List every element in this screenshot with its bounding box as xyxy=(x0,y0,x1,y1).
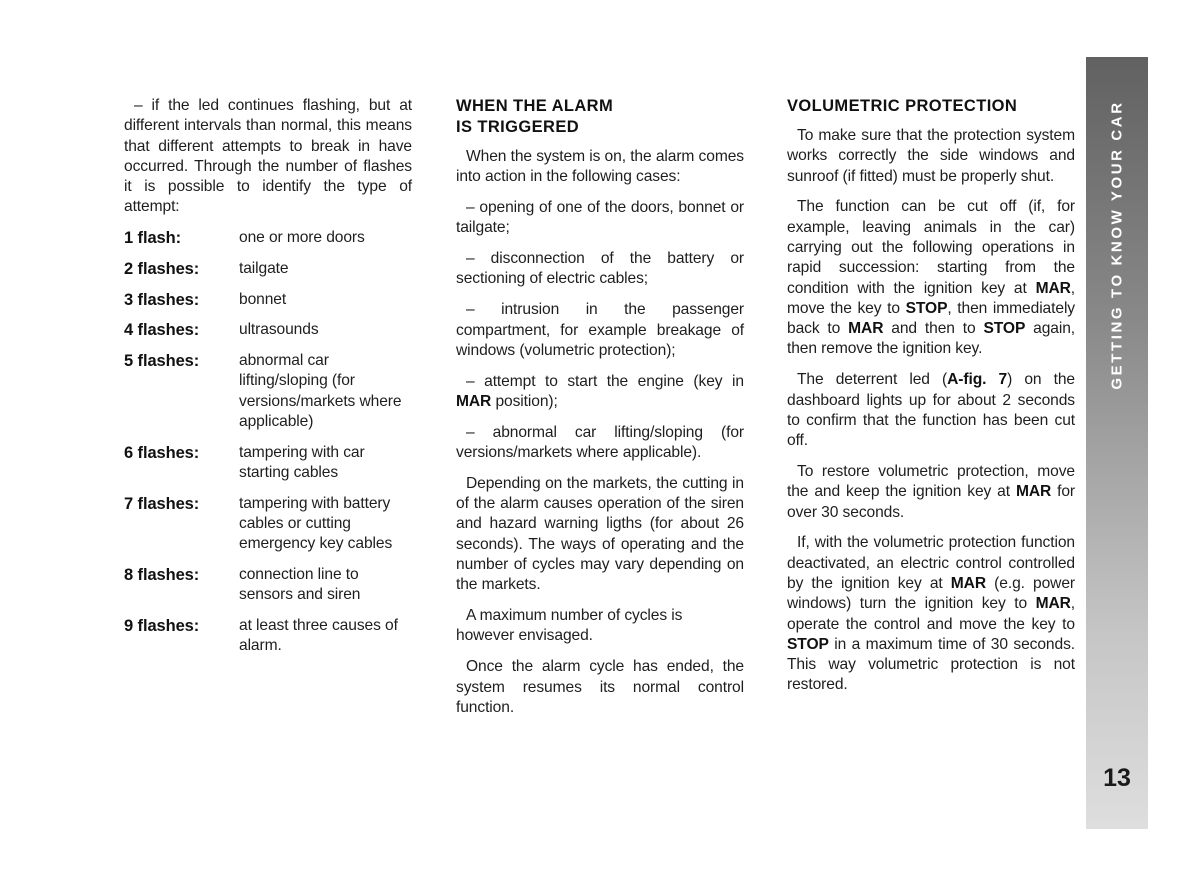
key-stop: STOP xyxy=(787,635,829,653)
text-run: again, then remove the ignition key. xyxy=(787,320,1076,358)
paragraph: A maximum number of cycles is however envisaged. xyxy=(456,607,683,645)
text-run: (e.g. power windows) turn the ignition key to xyxy=(787,574,1075,613)
text-run: , then immediately back to xyxy=(787,299,1075,338)
text-run: To restore volumetric protection, move the and keep the ignition key at xyxy=(787,462,1075,501)
text-run: , move the key to xyxy=(787,279,1076,317)
paragraph: Once the alarm cycle has ended, the system resumes its normal control function. xyxy=(456,658,744,716)
flash-description: ultrasounds xyxy=(239,321,319,339)
text-run: in a maximum time of 30 seconds. This way volumetric protection is not restored. xyxy=(787,635,1076,694)
text-run: If, with the volumetric protection function deactivated, an electric control controlled by the ignition key at xyxy=(787,534,1075,592)
key-stop: STOP xyxy=(983,320,1026,338)
flash-description: one or more doors xyxy=(239,229,365,247)
flash-row-2 xyxy=(124,259,412,279)
flash-label: 1 flash: xyxy=(124,229,181,248)
paragraph: – abnormal car lifting/sloping (for versions/markets where applicable). xyxy=(456,423,744,462)
flash-label: 4 flashes: xyxy=(124,321,200,340)
text-run: position); xyxy=(495,392,558,410)
flash-row-9 xyxy=(124,616,412,657)
flash-label: 8 flashes: xyxy=(124,565,200,584)
column-volumetric-protection xyxy=(787,96,1075,706)
text-run: – attempt to start the engine (key in xyxy=(466,372,744,390)
paragraph: – opening of one of the doors, bonnet or tailgate; xyxy=(456,199,744,237)
flash-row-8 xyxy=(124,565,412,606)
section-heading xyxy=(456,96,744,138)
key-mar: MAR xyxy=(1035,279,1071,297)
flash-row-5 xyxy=(124,351,412,432)
heading-line-1: WHEN THE ALARM xyxy=(456,97,614,115)
flash-label: 2 flashes: xyxy=(124,259,200,278)
text-run: ) on the dashboard lights up for about 2 seconds to confirm that the function has been cut off. xyxy=(787,371,1075,450)
paragraph: When the system is on, the alarm comes into action in the following cases: xyxy=(456,148,744,186)
paragraph: Depending on the markets, the cutting in of the alarm causes operation of the siren and hazard warning ligths (for about 26 seconds). The ways of operating and the number of cycles may vary depending on the markets. xyxy=(456,474,744,594)
text-run: and then to xyxy=(891,320,976,338)
heading-line-2: IS TRIGGERED xyxy=(456,118,580,136)
flash-label: 6 flashes: xyxy=(124,443,200,462)
flash-row-4 xyxy=(124,320,412,340)
flash-label: 9 flashes: xyxy=(124,616,200,635)
flash-row-3 xyxy=(124,290,412,310)
text-run: The deterrent led ( xyxy=(797,371,948,389)
flash-row-1 xyxy=(124,228,412,248)
section-heading: VOLUMETRIC PROTECTION xyxy=(787,97,1018,115)
flash-description: tampering with car starting cables xyxy=(239,443,365,481)
paragraph: – disconnection of the battery or sectioning of electric cables; xyxy=(456,250,744,288)
flash-description: connection line to sensors and siren xyxy=(239,565,361,604)
key-mar: MAR xyxy=(950,574,987,592)
paragraph: To make sure that the protection system works correctly the side windows and sunroof (if fitted) must be properly shut. xyxy=(787,127,1075,185)
flash-description: tailgate xyxy=(239,259,289,277)
flash-description: at least three causes of alarm. xyxy=(239,616,398,655)
flash-description: tampering with battery cables or cutting emergency key cables xyxy=(239,494,393,553)
paragraph xyxy=(787,370,1075,451)
paragraph xyxy=(787,197,1075,359)
paragraph xyxy=(456,372,744,413)
flash-label: 7 flashes: xyxy=(124,494,200,513)
flash-row-7 xyxy=(124,494,412,555)
intro-paragraph: – if the led continues flashing, but at different intervals than normal, this means that different attempts to break in have occurred. Through the number of flashes it is possible to identify the type of attempt: xyxy=(124,97,412,216)
paragraph xyxy=(787,533,1075,695)
column-flash-codes xyxy=(124,96,412,667)
key-mar: MAR xyxy=(1015,483,1052,501)
key-mar: MAR xyxy=(1035,595,1071,613)
chapter-title: GETTING TO KNOW YOUR CAR xyxy=(1108,100,1126,390)
paragraph xyxy=(787,462,1075,523)
key-stop: STOP xyxy=(905,299,948,317)
flash-row-6 xyxy=(124,443,412,484)
key-mar: MAR xyxy=(848,320,884,338)
paragraph: – intrusion in the passenger compartment, for example breakage of windows (volumetric protection); xyxy=(456,301,744,359)
flash-label: 3 flashes: xyxy=(124,290,200,309)
flash-label: 5 flashes: xyxy=(124,352,200,371)
text-run: The function can be cut off (if, for example, leaving animals in the car) carrying out the following operations in rapid succession: starting from the condition with the ignition key at xyxy=(787,198,1075,297)
figure-reference: A-fig. 7 xyxy=(947,371,1008,389)
column-alarm-triggered xyxy=(456,96,744,729)
text-run: , operate the control and move the key to xyxy=(787,595,1076,633)
flash-description: bonnet xyxy=(239,290,287,308)
text-run: for over 30 seconds. xyxy=(787,483,1076,521)
key-mar: MAR xyxy=(456,392,492,410)
flash-description: abnormal car lifting/sloping (for versions/markets where applicable) xyxy=(239,352,402,430)
page-number: 13 xyxy=(1103,764,1131,792)
